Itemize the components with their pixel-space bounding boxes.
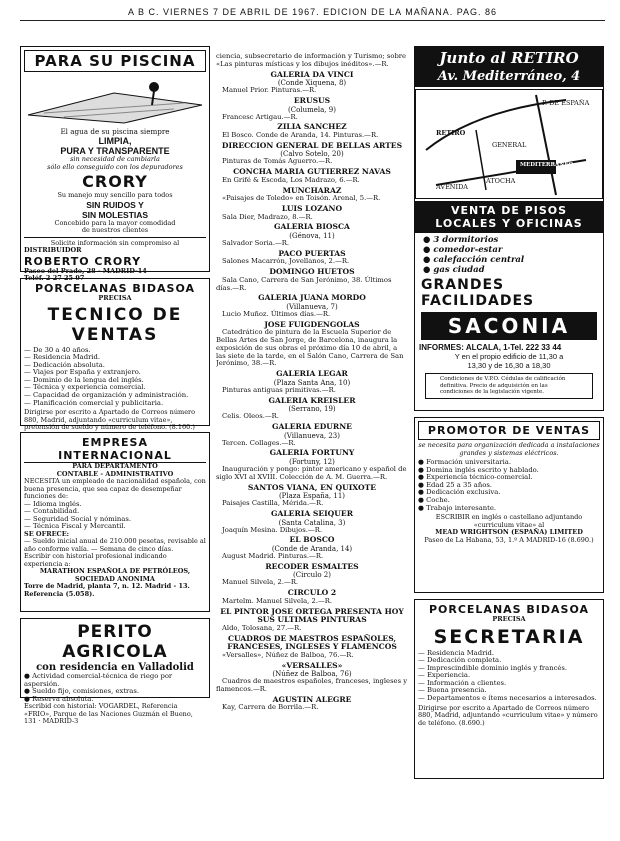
- list-item: — Viajes por España y extranjero.: [24, 368, 141, 377]
- gallery-name: SANTOS VIANA, EN QUIXOTE: [247, 482, 377, 492]
- ad-bidasoa-tecnico: [20, 278, 210, 432]
- gallery-entry: [216, 397, 408, 421]
- gallery-name: JOSE FUIGDENGOLAS: [264, 319, 360, 329]
- gallery-name: DOMINGO HUETOS: [269, 267, 355, 277]
- pool-illustration-svg: [24, 75, 206, 125]
- gallery-address: (Villanueva, 7): [286, 302, 338, 311]
- gallery-description: Celis. Oleos.—R.: [222, 412, 279, 421]
- ad-empresa-write: Escribir con historial profesional indicando experiencia a:: [24, 552, 167, 568]
- ad-retiro-info: INFORMES: ALCALA, 1-Tel. 222 33 44: [419, 343, 562, 352]
- gallery-entry: [216, 510, 408, 534]
- gallery-name: EL BOSCO: [289, 535, 335, 545]
- ad-bidasoa-role: TECNICO DE VENTAS: [47, 304, 183, 345]
- gallery-entry: [216, 484, 408, 508]
- ad-empresa-need: NECESITA un empleado de nacionalidad española, con buena presencia, que sea capaz de desempeñar funciones de:: [24, 477, 206, 500]
- gallery-name: CUADROS DE MAESTROS ESPAÑOLES, FRANCESES, INGLESES Y FLAMENCOS: [227, 633, 397, 652]
- ad-empresa-offer-label: SE OFRECE:: [24, 529, 70, 538]
- ad-promotor: [414, 417, 604, 593]
- gallery-entry: [216, 423, 408, 447]
- gallery-address: (Columela, 9): [288, 105, 336, 114]
- gallery-entry: [216, 635, 408, 660]
- gallery-entry: [216, 321, 408, 369]
- gallery-name: GALERIA EDURNE: [272, 422, 352, 432]
- list-item: ● Trabajo interesante.: [418, 503, 497, 512]
- column-galleries: [216, 53, 408, 829]
- gallery-description: Joaquín Mesina. Dibujos.—R.: [222, 525, 322, 534]
- gallery-name: PACO PUERTAS: [278, 248, 346, 258]
- list-item: — Idioma inglés.: [24, 499, 82, 508]
- gallery-name: AGUSTIN ALEGRE: [272, 694, 352, 704]
- gallery-name: CIRCULO 2: [287, 588, 337, 598]
- ad-retiro-title1: Junto al RETIRO: [415, 47, 603, 69]
- gallery-address: (Villanueva, 23): [284, 431, 340, 440]
- gallery-address: (Conde de Aranda, 14): [271, 545, 353, 553]
- ad-promotor-intro: se necesita para organización dedicada a instalaciones grandes y sistemas eléctricos.: [418, 441, 600, 457]
- ad-perito-items: [24, 673, 206, 703]
- gallery-name: GALERIA FORTUNY: [269, 448, 355, 458]
- list-item: — Dominio de la lengua del inglés.: [24, 375, 144, 384]
- ad-retiro-hours: Y en el propio edificio de 11,30 a 13,30 y de 16,30 a 18,30: [454, 352, 564, 370]
- gallery-name: RECODER ESMALTES: [265, 561, 359, 571]
- ad-promotor-items: [418, 459, 600, 512]
- list-item: — Contabilidad.: [24, 507, 80, 516]
- ad-bidasoa-footer: Dirigirse por escrito a Apartado de Correos número 880, Madrid, adjuntando «curriculum vitae», pretensión de sueldo y número de teléfono. (8.160.): [24, 408, 196, 432]
- galleries-intro: ciencia, subsecretario de información y Turismo; sobre «Las pinturas místicas y los dibujos inéditos».—R.: [216, 53, 407, 68]
- gallery-entry: [216, 268, 408, 292]
- gallery-entry: [216, 250, 408, 266]
- gallery-description: Sala Dier, Madrazo, 8.—R.: [222, 212, 313, 221]
- list-item: ● Experiencia técnico-comercial.: [418, 473, 533, 482]
- page-header: A B C. VIERNES 7 DE ABRIL DE 1967. EDICION DE LA MAÑANA. PAG. 86: [20, 5, 605, 21]
- gallery-entry: [216, 449, 408, 481]
- list-item: — Residencia Madrid.: [418, 648, 495, 657]
- gallery-description: En Grifé & Escoda, Los Madrazo, 6.—R.: [222, 175, 360, 184]
- gallery-name: GALERIA BIOSCA: [274, 222, 350, 232]
- ad-retiro-title2: Av. Mediterráneo, 4: [415, 69, 603, 87]
- ad-piscina-line9: Concebido para la mayor comodidad: [54, 218, 176, 227]
- ad-retiro-items: [415, 233, 603, 277]
- ad-empresa-addr: Torre de Madrid, planta 7, n. 12. Madrid - 13. Referencia (5.058).: [24, 582, 190, 598]
- column-right: [414, 46, 604, 829]
- list-item: — Dedicación completa.: [418, 656, 502, 665]
- list-item: ● Dedicación exclusiva.: [418, 488, 501, 497]
- gallery-description: Inauguración y pongo: pintor americano y español de siglo XVI al XVIII. Colección de A. M. Guerra.—R.: [216, 465, 407, 481]
- gallery-description: Pinturas antiguas primitivas.—R.: [222, 385, 336, 394]
- ad-empresa-dept: PARA DEPARTAMENTO: [72, 462, 158, 470]
- list-item: — Dedicación absoluta.: [24, 360, 105, 369]
- ad-retiro-big: GRANDES FACILIDADES: [421, 277, 535, 309]
- gallery-name: «VERSALLES»: [281, 660, 343, 670]
- gallery-address: (Calvo Sotelo, 20): [280, 150, 344, 159]
- gallery-entry: [216, 589, 408, 605]
- ad-bidasoa-items: [24, 347, 206, 408]
- map-label-mediterraneo: MEDITERRANEO: [520, 162, 574, 168]
- ad-secretaria-title: PORCELANAS BIDASOA: [428, 603, 590, 616]
- gallery-description: Pinturas de Tomás Aguerro.—R.: [222, 157, 333, 166]
- gallery-entry: [216, 123, 408, 139]
- gallery-name: CONCHA MARIA GUTIERREZ NAVAS: [233, 167, 391, 177]
- ad-empresa-dept2: CONTABLE - ADMINISTRATIVO: [56, 469, 174, 478]
- gallery-address: (Circulo 2): [293, 571, 331, 580]
- gallery-name: GALERIA KREISLER: [268, 395, 356, 405]
- list-item: — Departamentos e ítems necesarios a interesados.: [418, 694, 597, 703]
- gallery-description: «Paisajes de Toledo» en Toisón. Arenal, 5.—R.: [222, 194, 381, 203]
- gallery-description: Salvador Soria.—R.: [222, 238, 290, 247]
- ad-piscina-dist-tel: Teléf. 2 27 25 97: [24, 274, 85, 283]
- map-label-atocha: ATOCHA: [486, 177, 516, 185]
- ad-piscina-dist-name: ROBERTO CRORY: [24, 254, 142, 268]
- list-item: ● gas ciudad: [423, 265, 485, 275]
- ad-perito-subtitle: con residencia en Valladolid: [36, 662, 194, 673]
- list-item: ● Edad 25 a 35 años.: [418, 480, 492, 489]
- gallery-description: Kay, Carrera de Borrila.—R.: [222, 703, 319, 712]
- list-item: ● calefacción central: [423, 255, 525, 265]
- ad-piscina-line4: sin necesidad de cambiarla: [70, 155, 160, 164]
- gallery-description: Cuadros de maestros españoles, franceses, ingleses y flamencos.—R.: [216, 677, 408, 693]
- ad-perito-footer: Escribid con historial: VOGARDEL, Referencia «FRIO», Parque de las Naciones Guzmán el Bueno, 131 · MADRID-3: [24, 702, 193, 726]
- ad-piscina-line11: Solicite información sin compromiso al: [50, 238, 180, 247]
- ad-retiro-small: Condiciones de V.P.O. Cédulas de calificación definitiva. Precio de adquisición en las condiciones de la legislación vigente.: [425, 373, 593, 399]
- ad-promotor-company: MEAD WRIGHTSON (ESPAÑA) LIMITED: [435, 528, 583, 537]
- ad-retiro-banner: VENTA DE PISOS LOCALES Y OFICINAS: [415, 201, 603, 233]
- ad-bidasoa-need: PRECISA: [98, 294, 132, 302]
- ad-piscina-dist-addr: Paseo del Prado, 28 - MADRID-14: [24, 266, 147, 275]
- gallery-description: Francesc Artigau.—R.: [222, 112, 298, 121]
- list-item: — Información a clientes.: [418, 678, 507, 687]
- gallery-address: (Núñez de Balboa, 76): [272, 670, 352, 679]
- gallery-entry: [216, 168, 408, 184]
- gallery-entry: [216, 662, 408, 694]
- ad-piscina: [20, 46, 210, 283]
- list-item: ● 3 dormitorios: [423, 235, 499, 245]
- list-item: ● Reserva absoluta.: [24, 694, 94, 703]
- gallery-entry: [216, 370, 408, 394]
- gallery-entry: [216, 71, 408, 95]
- gallery-description: «Versalles», Núñez de Balboa, 76.—R.: [222, 650, 354, 659]
- gallery-name: GALERIA JUANA MORDO: [258, 293, 366, 303]
- gallery-entry: [216, 536, 408, 560]
- gallery-list: [216, 71, 408, 713]
- gallery-entry: [216, 142, 408, 166]
- ad-bidasoa-secretaria: [414, 599, 604, 779]
- gallery-name: GALERIA SEIQUER: [270, 509, 354, 519]
- gallery-description: Manuel Prior. Pinturas.—R.: [222, 86, 317, 95]
- gallery-description: Tercen. Collages.—R.: [222, 438, 296, 447]
- column-left: [20, 46, 210, 829]
- list-item: — Experiencia.: [418, 671, 471, 680]
- gallery-entry: [216, 294, 408, 318]
- gallery-entry: [216, 187, 408, 203]
- gallery-name: ERUSUS: [293, 95, 331, 105]
- gallery-address: (Plaza Santa Ana, 10): [273, 378, 351, 387]
- list-item: — Planificación comercial y publicitaria.: [24, 398, 164, 407]
- gallery-entry: [216, 563, 408, 587]
- ad-empresa-internacional: [20, 432, 210, 612]
- list-item: — Técnica y experiencia comercial.: [24, 383, 146, 392]
- gallery-entry: [216, 696, 408, 712]
- ad-promotor-addr: Paseo de La Habana, 53, 1.º A MADRID-16 (8.690.): [424, 535, 594, 544]
- map-label-retiro: RETIRO: [436, 129, 466, 137]
- gallery-address: (Plaza España, 11): [278, 492, 346, 501]
- list-item: — Técnica Fiscal y Mercantil.: [24, 522, 126, 531]
- ad-piscina-dist-label: DISTRIBUIDOR: [24, 246, 82, 255]
- list-item: — Seguridad Social y nóminas.: [24, 514, 131, 523]
- list-item: — De 30 a 40 años.: [24, 345, 91, 354]
- ad-promotor-title: PROMOTOR DE VENTAS: [418, 421, 600, 440]
- pool-illustration: [24, 75, 206, 125]
- ad-retiro-brand: SACONIA: [421, 312, 597, 340]
- list-item: — Buena presencia.: [418, 686, 487, 695]
- ad-bidasoa-title: PORCELANAS BIDASOA: [34, 282, 196, 295]
- gallery-name: GALERIA DA VINCI: [270, 69, 354, 79]
- gallery-address: (Génova, 11): [289, 231, 335, 240]
- ad-empresa-offer: — Sueldo inicial anual de 210.000 pesetas, revisable al año conforme valía. — Semana de cinco días.: [24, 537, 206, 553]
- ad-retiro: [414, 46, 604, 411]
- list-item: ● Actividad comercial-técnica de riego por aspersión.: [24, 672, 173, 688]
- list-item: ● Domina inglés escrito y hablado.: [418, 465, 539, 474]
- ad-piscina-line2: LIMPIA,: [98, 136, 132, 147]
- gallery-description: Lucio Muñoz. Últimos días.—R.: [222, 309, 331, 318]
- gallery-entry: [216, 97, 408, 121]
- gallery-description: Salones Macarrón, Jovellanos, 2.—R.: [222, 257, 350, 266]
- gallery-name: GALERIA LEGAR: [276, 369, 348, 379]
- ad-piscina-title: PARA SU PISCINA: [24, 50, 206, 72]
- map-label-general: GENERAL: [492, 141, 527, 149]
- gallery-description: Catedrático de pintura de la Escuela Superior de Bellas Artes de San Jorge, de Barcelona, inaugura la exposición de sus obras el próximo día 10 de abril, a las siete de la tarde, en el Salón Cano, Carrera de San Jerónimo, 38.—R.: [216, 328, 404, 368]
- list-item: — Capacidad de organización y administración.: [24, 391, 189, 400]
- gallery-name: MUNCHARAZ: [282, 185, 342, 195]
- ad-piscina-line3: PURA Y TRANSPARENTE: [60, 146, 170, 157]
- ad-piscina-line7: SIN RUIDOS Y: [86, 199, 144, 210]
- ad-piscina-line8: SIN MOLESTIAS: [81, 209, 149, 220]
- gallery-description: El Bosco. Conde de Aranda, 14. Pinturas.—R.: [222, 130, 379, 139]
- gallery-name: DIRECCION GENERAL DE BELLAS ARTES: [221, 140, 403, 150]
- gallery-description: Paisajes Castilla, Mérida.—R.: [222, 499, 324, 508]
- gallery-description: Manuel Silvela, 2.—R.: [222, 578, 299, 587]
- map-label-p-espana: P. DE ESPAÑA: [542, 99, 590, 107]
- gallery-entry: [216, 223, 408, 247]
- map-label-avenida: AVENIDA: [436, 183, 468, 191]
- gallery-description: Sala Cano, Carrera de San Jerónimo, 38. Últimos días.—R.: [216, 275, 392, 292]
- ad-piscina-line10: de nuestros clientes: [81, 226, 149, 235]
- list-item: ● Formación universitaria.: [418, 458, 512, 466]
- ad-empresa-items: [24, 501, 206, 531]
- list-item: ● Coche.: [418, 495, 450, 504]
- list-item: — Imprescindible dominio inglés y francés.: [418, 663, 568, 672]
- location-map: [415, 89, 603, 199]
- ad-piscina-line5: sólo ello conseguido con los depuradores: [47, 162, 183, 171]
- gallery-entry: [216, 608, 408, 633]
- gallery-address: (Fortuny, 12): [289, 458, 335, 467]
- ad-piscina-line1: El agua de su piscina siempre: [60, 127, 170, 136]
- list-item: ● comedor-estar: [423, 245, 503, 255]
- ad-secretaria-items: [418, 650, 600, 703]
- ad-perito-title: PERITO AGRICOLA: [62, 622, 168, 662]
- gallery-entry: [216, 205, 408, 221]
- list-item: ● Sueldo fijo, comisiones, extras.: [24, 687, 139, 696]
- ad-empresa-company: MARATHON ESPAÑOLA DE PETRÓLEOS, SOCIEDAD ANONIMA: [39, 567, 191, 583]
- gallery-description: Aldo, Tolosana, 27.—R.: [222, 623, 302, 632]
- list-item: — Residencia Madrid.: [24, 353, 101, 362]
- gallery-name: ZILIA SANCHEZ: [277, 122, 347, 132]
- gallery-name: LUIS LOZANO: [281, 203, 343, 213]
- ad-secretaria-footer: Dirigirse por escrito a Apartado de Correos número 880, Madrid, adjuntando «curriculum vitae» y número de teléfono. (8.690.): [418, 703, 598, 727]
- ad-piscina-line6: Su manejo muy sencillo para todos: [57, 191, 173, 200]
- gallery-description: Martelm. Manuel Silvela, 2.—R.: [222, 596, 333, 605]
- ad-piscina-brand: CRORY: [82, 172, 148, 192]
- ad-empresa-title: EMPRESA INTERNACIONAL: [24, 436, 206, 463]
- gallery-description: August Madrid. Pinturas.—R.: [222, 552, 324, 560]
- gallery-address: (Conde Xiquena, 8): [277, 79, 347, 88]
- ad-promotor-footer: ESCRIBIR en inglés o castellano adjuntando «curriculum vitae» al: [435, 513, 583, 529]
- gallery-name: EL PINTOR JOSE ORTEGA PRESENTA HOY SUS ULTIMAS PINTURAS: [220, 606, 404, 625]
- gallery-address: (Santa Catalina, 3): [278, 518, 346, 527]
- ad-secretaria-role: SECRETARIA: [433, 625, 585, 648]
- ad-perito-agricola: [20, 618, 210, 726]
- gallery-address: (Serrano, 19): [288, 405, 336, 414]
- ad-secretaria-need: PRECISA: [492, 615, 526, 623]
